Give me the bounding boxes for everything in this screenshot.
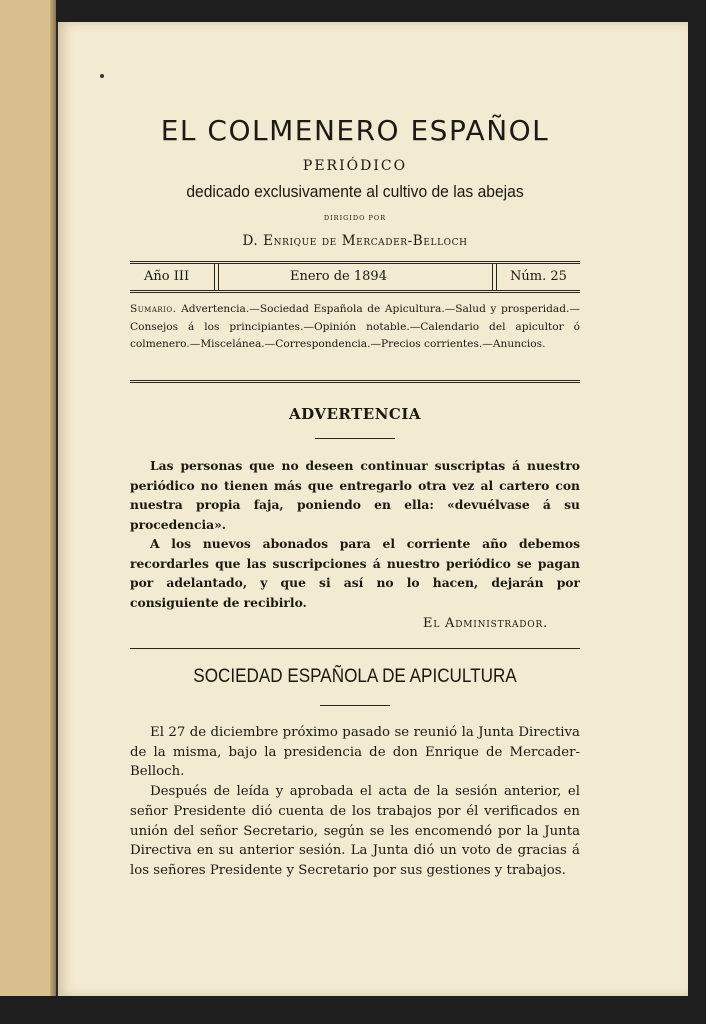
signature: El Administrador. — [423, 616, 548, 631]
info-separator — [492, 264, 497, 290]
periodico-label: PERIÓDICO — [302, 158, 408, 174]
advertencia-paragraph: Las personas que no deseen continuar suscriptas á nuestro periódico no tienen más que entregarlo otra vez al cartero con nuestra propia faja, poniendo en ella: «devuélvase á su procedencia». — [130, 458, 580, 532]
scan-top-border — [0, 0, 706, 22]
ink-speck — [100, 74, 104, 78]
subtitle: dedicado exclusivamente al cultivo de las abejas — [186, 182, 524, 201]
book-gutter — [50, 0, 56, 1024]
sumario — [130, 301, 580, 354]
section-divider — [130, 648, 580, 649]
masthead-title: EL COLMENERO ESPAÑOL — [160, 114, 550, 147]
sumario-label: Sumario. — [130, 303, 177, 315]
advertencia-heading: ADVERTENCIA — [288, 405, 422, 423]
advertencia-paragraph: A los nuevos abonados para el corriente año debemos recordarles que las suscripciones á nuestro periódico se pagan por adelantado, y que si así no lo hacen, dejarán por consiguiente de recibirlo. — [130, 536, 580, 610]
issue-date: Enero de 1894 — [290, 269, 387, 284]
sociedad-body — [130, 723, 580, 881]
director-name: D. Enrique de Mercader-Belloch — [242, 233, 468, 249]
left-page-edge — [0, 0, 56, 1024]
dirigido-label: DIRIGIDO POR — [323, 214, 387, 222]
issue-info-bar — [130, 261, 580, 293]
heading-underline — [320, 705, 390, 706]
sociedad-paragraph: Después de leída y aprobada el acta de la sesión anterior, el señor Presidente dió cuenta de los trabajos por él verificados en unión del señor Secretario, según se les encomendó por la Junta Directiva en su anterior sesión. La Junta dió un voto de gracias á los señores Presidente y Secretario por sus gestiones y trabajos. — [130, 784, 580, 878]
scan-right-border — [688, 0, 706, 1024]
section-divider — [130, 380, 580, 383]
info-separator — [214, 264, 219, 290]
sumario-text: Advertencia.—Sociedad Española de Apicultura.—Salud y prosperidad.—Consejos á los principiantes.—Opinión notable.—Calendario del apicultor ó colmenero.—Miscelánea.—Correspondencia.—Precios corrientes.—Anuncios. — [130, 303, 580, 350]
sociedad-heading: SOCIEDAD ESPAÑOLA DE APICULTURA — [193, 666, 517, 687]
issue-year: Año III — [144, 269, 190, 284]
scan-bottom-border — [0, 996, 706, 1024]
sociedad-paragraph: El 27 de diciembre próximo pasado se reunió la Junta Directiva de la misma, bajo la presidencia de don Enrique de Mercader-Belloch. — [130, 725, 580, 780]
heading-underline — [315, 438, 395, 439]
advertencia-body — [130, 456, 580, 612]
issue-number: Núm. 25 — [510, 269, 567, 284]
newspaper-page — [58, 22, 688, 996]
